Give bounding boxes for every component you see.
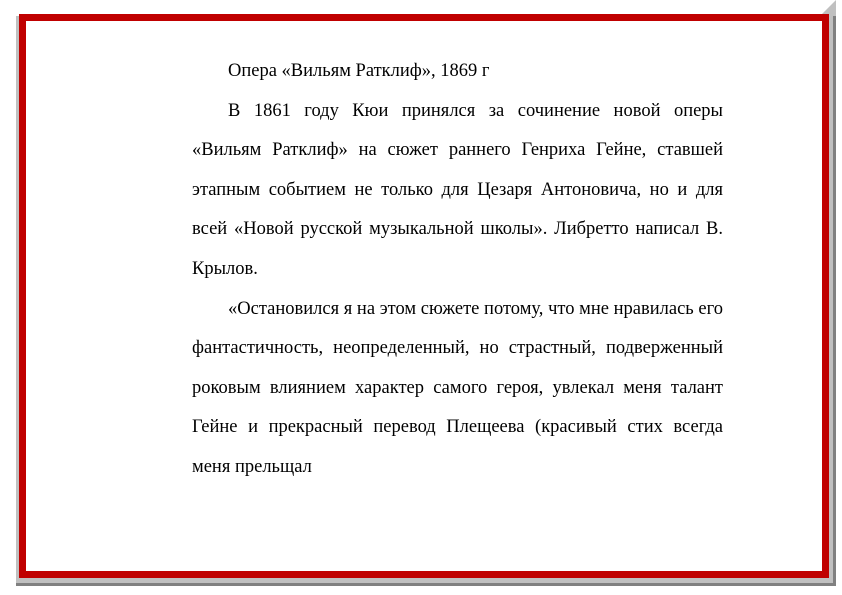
slide-heading: Опера «Вильям Ратклиф», 1869 г xyxy=(228,61,490,81)
paragraph-2: «Остановился я на этом сюжете потому, что мне нравилась его фантастичность, неопределенный, но страстный, подверженный роковым влиянием характер самого героя, увлекал меня талант Гейне и прекрасный перевод Плещеева (красивый стих всегда меня прельщал xyxy=(192,298,723,477)
paragraph-1: В 1861 году Кюи принялся за сочинение новой оперы «Вильям Ратклиф» на сюжет раннего Генриха Гейне, ставшей этапным событием не только для Цезаря Антоновича, но и для всей «Новой русской музыкальной школы». Либретто написал В. Крылов. xyxy=(192,100,723,279)
slide-text xyxy=(192,52,723,488)
